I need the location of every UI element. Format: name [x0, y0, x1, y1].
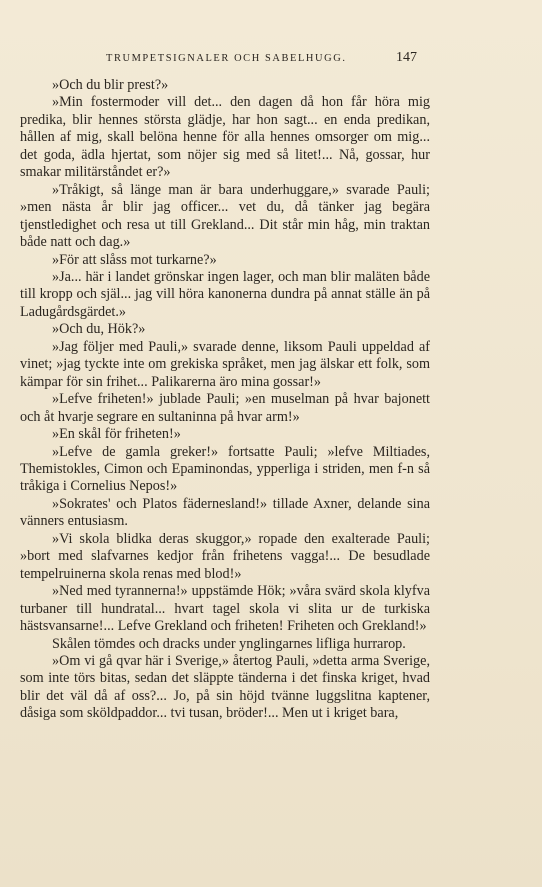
body-text	[20, 77, 430, 723]
paragraph: »Och du, Hök?»	[52, 321, 146, 338]
page-number: 147	[396, 50, 417, 65]
running-title: TRUMPETSIGNALER OCH SABELHUGG.	[106, 53, 347, 64]
paragraph: »Ja... här i landet grönskar ingen lager, och man blir maläten både till kropp och själ... jag vill höra kanonerna dundra på annat ställe än på Ladugårdsgärdet.»	[20, 268, 430, 320]
paragraph: »Om vi gå qvar här i Sverige,» återtog Pauli, »detta arma Sverige, som inte törs bitas, sedan det släppte tänderna i det finska kriget, hvad blir det väl då af oss?... Jo, på sin höjd tvänne luggslitna kaptener, dåsiga som sköldpaddor... tvi tusan, bröder!... Men ut i kriget bara,	[20, 652, 430, 722]
page-header	[20, 52, 430, 70]
paragraph: »En skål för friheten!»	[52, 426, 181, 443]
paragraph: Skålen tömdes och dracks under ynglingarnes lifliga hurrarop.	[52, 635, 406, 652]
paragraph: »Ned med tyrannerna!» uppstämde Hök; »våra svärd skola klyfva turbaner till hundratal... hvart tagel skola vi slita ur de turkiska hästsvansarne!... Lefve Grekland och friheten! Friheten och Grekland!»	[20, 583, 430, 635]
paragraph: »Och du blir prest?»	[52, 77, 169, 93]
paragraph: »Sokrates' och Platos fädernesland!» tillade Axner, delande sina vänners entusiasm.	[20, 495, 430, 530]
paragraph: »För att slåss mot turkarne?»	[52, 251, 217, 268]
paragraph: »Lefve de gamla greker!» fortsatte Pauli; »lefve Miltiades, Themistokles, Cimon och Epaminondas, ypperliga i striden, men f-n så tråkiga i Cornelius Nepos!»	[20, 443, 430, 495]
paragraph: »Min fostermoder vill det... den dagen då hon får höra mig predika, blir hennes största glädje, har hon sagt... en enda predikan, hållen af mig, skall belöna henne för alla hennes omsorger om mig... det goda, ädla hjertat, som nöjer sig med så litet!... Nå, gossar, hur smakar militärståndet er?»	[20, 94, 430, 181]
paragraph: »Jag följer med Pauli,» svarade denne, liksom Pauli uppeldad af vinet; »jag tyckte inte om grekiska språket, men jag älskar ett folk, som kämpar för sin frihet... Palikarerna äro mina gossar!»	[20, 338, 430, 390]
paragraph: »Tråkigt, så länge man är bara underhuggare,» svarade Pauli; »men nästa år blir jag officer... vet du, då tänker jag begära tjenstledighet och resa ut till Grekland... Dit står min håg, min traktan både natt och dag.»	[20, 181, 430, 251]
paragraph: »Vi skola blidka deras skuggor,» ropade den exalterade Pauli; »bort med slafvarnes kedjor från frihetens vagga!... De besudlade tempelruinerna skola renas med blod!»	[20, 530, 430, 582]
paragraph: »Lefve friheten!» jublade Pauli; »en muselman på hvar bajonett och åt hvarje segrare en sultaninna på hvar arm!»	[20, 391, 430, 425]
